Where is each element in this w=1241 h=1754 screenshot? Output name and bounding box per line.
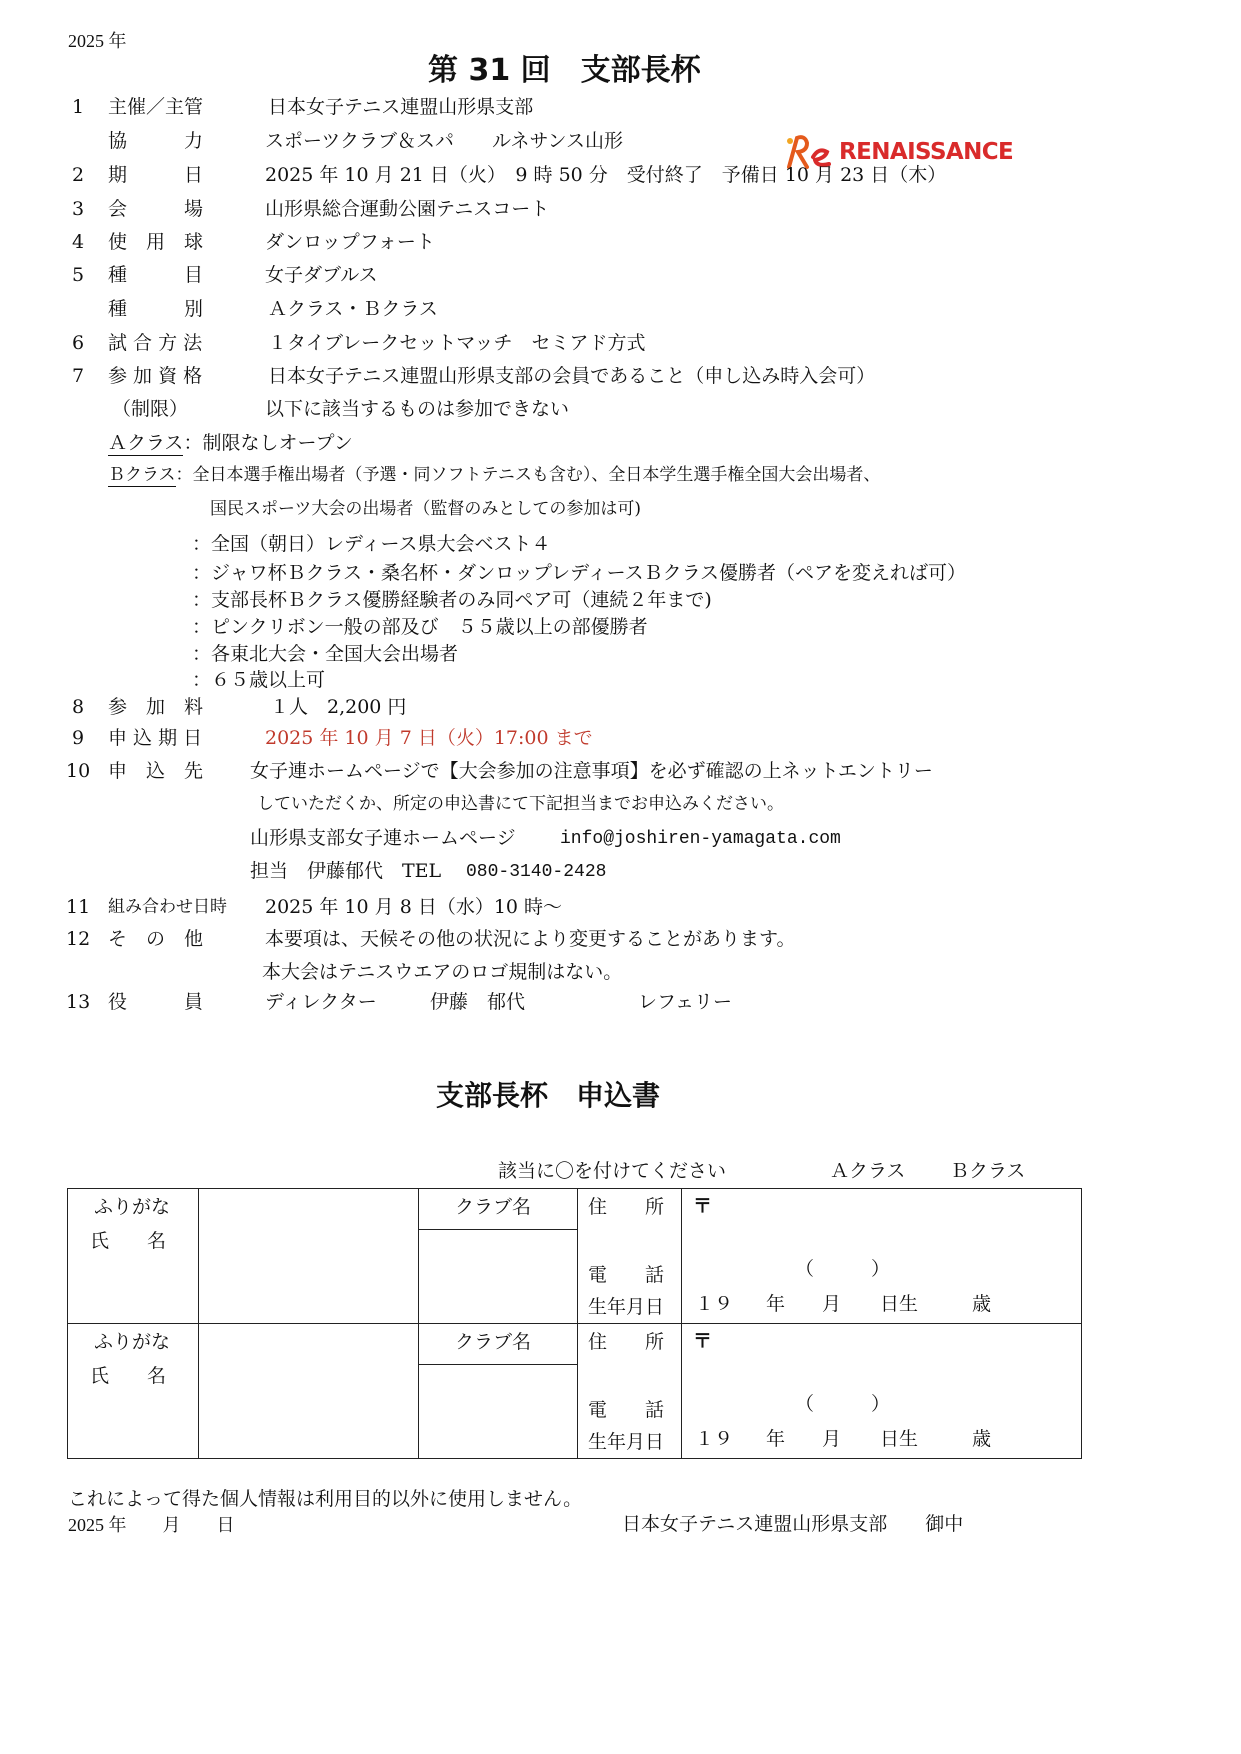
- value-referee-title: レフェリー: [638, 991, 733, 1013]
- class-a-row: [108, 434, 353, 453]
- label-apply-to: 申 込 先: [108, 760, 204, 782]
- label-date: 期 日: [108, 164, 204, 186]
- item-number: 3: [72, 198, 85, 220]
- postal-mark: 〒: [693, 1195, 713, 1217]
- name-label: 氏 名: [90, 1365, 167, 1387]
- item-number: 6: [72, 332, 85, 354]
- address-label: 住 所: [588, 1331, 665, 1353]
- homepage-label: 山形県支部女子連ホームページ: [250, 827, 516, 849]
- club-field[interactable]: [420, 1366, 576, 1457]
- phone-area-paren: （ ）: [795, 1258, 891, 1280]
- phone-area-paren: （ ）: [795, 1393, 891, 1415]
- age-label: 歳: [972, 1428, 992, 1450]
- item-number: 8: [72, 696, 85, 718]
- footer-addressee: 日本女子テニス連盟山形県支部 御中: [622, 1513, 964, 1535]
- item-number: 1: [72, 96, 85, 118]
- item-number: 7: [72, 365, 85, 387]
- label-cooperation: 協 力: [108, 130, 204, 152]
- class-b-text: 国民スポーツ大会の出場者（監督のみとしての参加は可): [210, 499, 641, 519]
- item-number: 11: [66, 896, 91, 918]
- birth-year-label: 年: [766, 1293, 786, 1315]
- label-match-format: 試 合 方 法: [108, 332, 203, 354]
- label-eligibility: 参 加 資 格: [108, 365, 203, 387]
- birth-day-label: 日生: [880, 1293, 919, 1315]
- class-b-label: Ｂクラス: [108, 465, 176, 485]
- birth-nineteen: １９: [695, 1293, 734, 1315]
- class-b-option[interactable]: Ｂクラス: [950, 1160, 1026, 1182]
- label-restriction: （制限）: [112, 398, 189, 420]
- birth-nineteen: １９: [695, 1428, 734, 1450]
- class-a-label: Ａクラス: [108, 432, 184, 454]
- form-title: 支部長杯 申込書: [436, 1079, 661, 1112]
- item-number: 4: [72, 231, 85, 253]
- address-field[interactable]: [683, 1325, 1079, 1457]
- label-category: 種 別: [108, 298, 204, 320]
- name-field[interactable]: [200, 1190, 416, 1322]
- item-number: 5: [72, 264, 85, 286]
- furigana-label: ふりがな: [94, 1331, 171, 1353]
- contact-person: 担当 伊藤郁代 TEL: [250, 860, 442, 882]
- item-number: 2: [72, 164, 85, 186]
- value-venue: 山形県総合運動公園テニスコート: [265, 198, 550, 220]
- value-date: 2025 年 10 月 21 日（火） 9 時 50 分 受付終了 予備日 10 月 23 日（木）: [265, 164, 947, 186]
- class-b-text: ：支部長杯Ｂクラス優勝経験者のみ同ペア可（連続２年まで): [192, 589, 712, 611]
- value-other: 本要項は、天候その他の状況により変更することがあります。: [265, 928, 796, 950]
- birth-month-label: 月: [822, 1428, 842, 1450]
- value-director-name: 伊藤 郁代: [430, 991, 526, 1013]
- class-b-row: [108, 467, 880, 484]
- name-label: 氏 名: [90, 1230, 167, 1252]
- phone-label: 電 話: [588, 1399, 665, 1421]
- item-number: 9: [72, 727, 85, 749]
- label-ball: 使 用 球: [108, 231, 204, 253]
- form-instruction: 該当に〇を付けてください: [498, 1160, 727, 1182]
- value-draw-date: 2025 年 10 月 8 日（水）10 時～: [265, 896, 563, 918]
- class-b-text: ：６５歳以上可: [192, 669, 326, 691]
- age-label: 歳: [972, 1293, 992, 1315]
- label-fee: 参 加 料: [108, 696, 204, 718]
- class-a-text: ：制限なしオープン: [183, 432, 353, 454]
- class-b-text: ：各東北大会・全国大会出場者: [192, 643, 459, 665]
- label-organizer: 主催／主管: [108, 96, 204, 118]
- class-b-text: ：全国（朝日）レディース県大会ベスト４: [192, 533, 551, 555]
- value-category: Ａクラス・Ｂクラス: [268, 298, 438, 320]
- label-officials: 役 員: [108, 991, 204, 1013]
- address-field[interactable]: [683, 1190, 1079, 1322]
- label-other: そ の 他: [108, 928, 204, 950]
- birthdate-label: 生年月日: [588, 1296, 665, 1318]
- name-field[interactable]: [200, 1325, 416, 1457]
- value-ball: ダンロップフォート: [265, 231, 435, 253]
- logo-text: RENAISSANCE: [839, 139, 1014, 165]
- item-number: 13: [66, 991, 91, 1013]
- label-event: 種 目: [108, 264, 204, 286]
- label-draw-date: 組み合わせ日時: [108, 897, 227, 917]
- phone-label: 電 話: [588, 1264, 665, 1286]
- value-eligibility: 日本女子テニス連盟山形県支部の会員であること（申し込み時入会可）: [268, 365, 876, 387]
- class-b-text: ：ピンクリボン一般の部及び ５５歳以上の部優勝者: [192, 616, 648, 638]
- value-event: 女子ダブルス: [265, 264, 378, 286]
- class-b-text: ：ジャワ杯Ｂクラス・桑名杯・ダンロップレディースＢクラス優勝者（ペアを変えれば可）: [192, 562, 967, 584]
- value-restriction: 以下に該当するものは参加できない: [265, 398, 570, 420]
- value-deadline: 2025 年 10 月 7 日（火）17:00 まで: [265, 727, 593, 749]
- club-field[interactable]: [420, 1231, 576, 1322]
- postal-mark: 〒: [693, 1330, 713, 1352]
- value-director-title: ディレクター: [265, 991, 377, 1013]
- document-year: 2025 年: [68, 31, 127, 51]
- birthdate-label: 生年月日: [588, 1431, 665, 1453]
- value-apply-to-cont: していただくか、所定の申込書にて下記担当までお申込みください。: [257, 794, 784, 814]
- contact-email-link[interactable]: info@joshiren-yamagata.com: [560, 829, 841, 849]
- label-venue: 会 場: [108, 198, 204, 220]
- birth-month-label: 月: [822, 1293, 842, 1315]
- footer-date: 2025 年 月 日: [68, 1515, 235, 1535]
- page-title: 第 31 回 支部長杯: [428, 53, 701, 88]
- item-number: 12: [66, 928, 91, 950]
- address-label: 住 所: [588, 1196, 665, 1218]
- value-match-format: １タイブレークセットマッチ セミアド方式: [268, 332, 646, 354]
- club-label: クラブ名: [455, 1196, 532, 1218]
- privacy-notice: これによって得た個人情報は利用目的以外に使用しません。: [68, 1488, 583, 1510]
- value-cooperation: スポーツクラブ＆スパ ルネサンス山形: [265, 130, 623, 152]
- furigana-label: ふりがな: [94, 1196, 171, 1218]
- label-deadline: 申 込 期 日: [108, 727, 203, 749]
- class-a-option[interactable]: Ａクラス: [830, 1160, 906, 1182]
- birth-year-label: 年: [766, 1428, 786, 1450]
- class-b-text: ：全日本選手権出場者（予選・同ソフトテニスも含む）、全日本学生選手権全国大会出場者、: [175, 465, 881, 485]
- club-label: クラブ名: [455, 1331, 532, 1353]
- value-other-cont: 本大会はテニスウエアのロゴ規制はない。: [262, 961, 623, 983]
- value-fee: １人 2,200 円: [270, 696, 407, 718]
- value-apply-to: 女子連ホームページで【大会参加の注意事項】を必ず確認の上ネットエントリー: [250, 760, 933, 782]
- item-number: 10: [66, 760, 91, 782]
- value-organizer: 日本女子テニス連盟山形県支部: [268, 96, 534, 118]
- contact-phone: 080-3140-2428: [466, 862, 607, 882]
- birth-day-label: 日生: [880, 1428, 919, 1450]
